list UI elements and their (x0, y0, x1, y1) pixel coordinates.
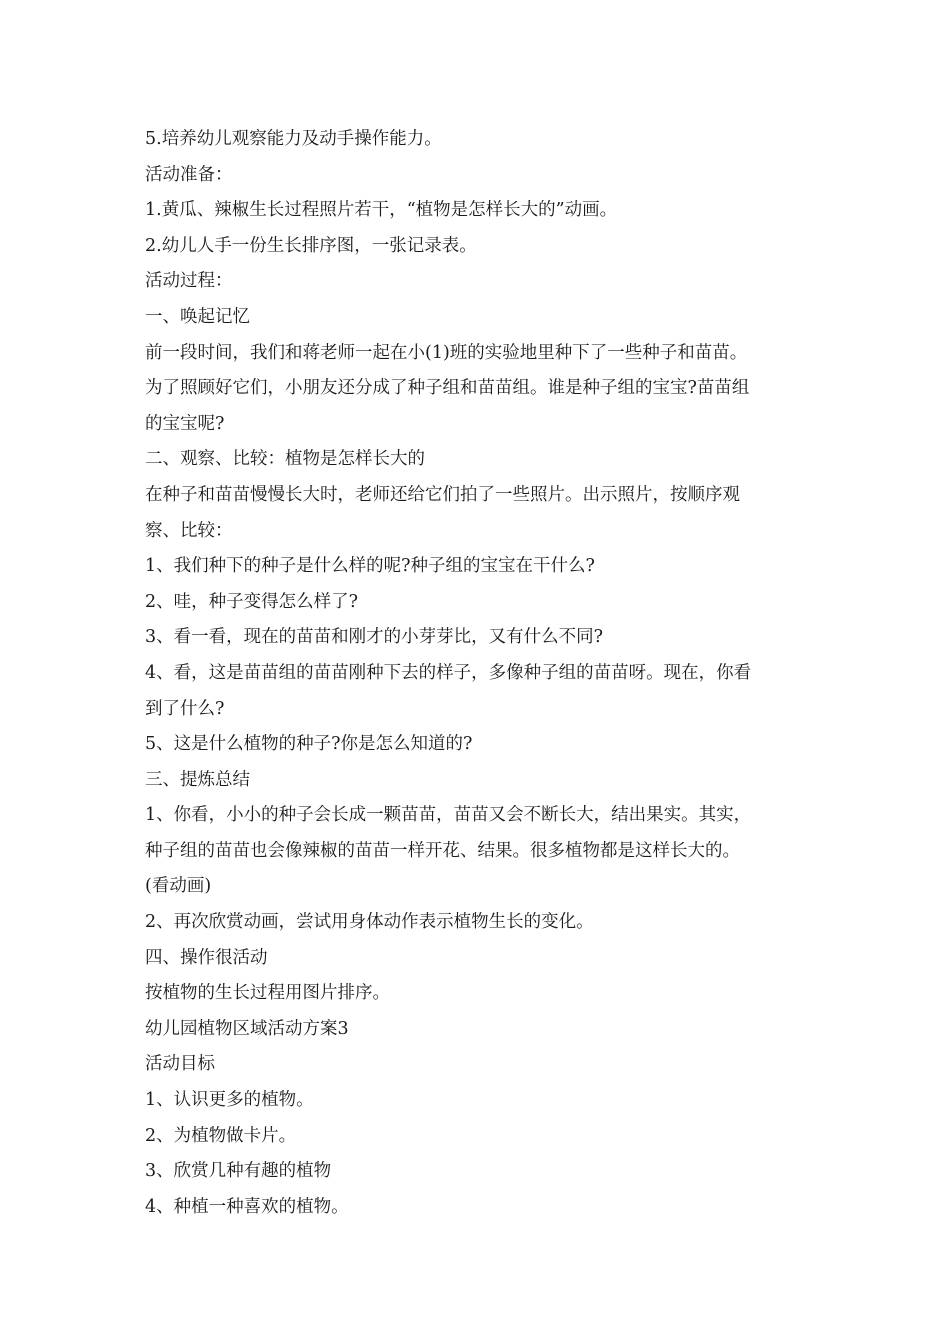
section-heading: 四、操作很活动 (145, 947, 268, 968)
text-line: 2、为植物做卡片。 (145, 1125, 297, 1146)
text-line: 2.幼儿人手一份生长排序图，一张记录表。 (145, 235, 477, 256)
text-line: 1、你看，小小的种子会长成一颗苗苗，苗苗又会不断长大，结出果实。其实， (145, 805, 752, 826)
text-line: 按植物的生长过程用图片排序。 (145, 983, 390, 1004)
section-heading: 活动过程： (145, 271, 233, 292)
document-body (145, 122, 815, 1225)
section-heading: 活动目标 (145, 1054, 215, 1075)
text-line: 5、这是什么植物的种子?你是怎么知道的? (145, 734, 473, 755)
section-heading: 一、唤起记忆 (145, 306, 250, 327)
text-line: 2、再次欣赏动画，尝试用身体动作表示植物生长的变化。 (145, 912, 594, 933)
text-line: 3、看一看，现在的苗苗和刚才的小芽芽比，又有什么不同? (145, 627, 604, 648)
text-line: 在种子和苗苗慢慢长大时，老师还给它们拍了一些照片。出示照片，按顺序观 (145, 484, 740, 505)
section-heading: 三、提炼总结 (145, 769, 250, 790)
text-line: 为了照顾好它们，小朋友还分成了种子组和苗苗组。谁是种子组的宝宝?苗苗组 (145, 378, 750, 399)
text-line: 到了什么? (145, 698, 225, 719)
plan-title: 幼儿园植物区域活动方案3 (145, 1018, 349, 1039)
text-line: 4、种植一种喜欢的植物。 (145, 1196, 349, 1217)
text-line: 的宝宝呢? (145, 413, 225, 434)
text-line: 1、我们种下的种子是什么样的呢?种子组的宝宝在干什么? (145, 556, 595, 577)
text-line: 1.黄瓜、辣椒生长过程照片若干，“植物是怎样长大的”动画。 (145, 200, 618, 221)
text-line: 5.培养幼儿观察能力及动手操作能力。 (145, 129, 442, 149)
text-line: 1、认识更多的植物。 (145, 1090, 314, 1111)
text-line: 2、哇，种子变得怎么样了? (145, 591, 359, 612)
text-line: 前一段时间，我们和蒋老师一起在小(1)班的实验地里种下了一些种子和苗苗。 (145, 342, 748, 363)
section-heading: 活动准备： (145, 164, 233, 185)
text-line: 种子组的苗苗也会像辣椒的苗苗一样开花、结果。很多植物都是这样长大的。 (145, 840, 740, 861)
text-line: (看动画) (145, 876, 212, 897)
text-line: 察、比较： (145, 520, 233, 541)
text-line: 3、欣赏几种有趣的植物 (145, 1161, 332, 1182)
text-line: 4、看，这是苗苗组的苗苗刚种下去的样子，多像种子组的苗苗呀。现在，你看 (145, 662, 752, 683)
section-heading: 二、观察、比较：植物是怎样长大的 (145, 449, 425, 470)
